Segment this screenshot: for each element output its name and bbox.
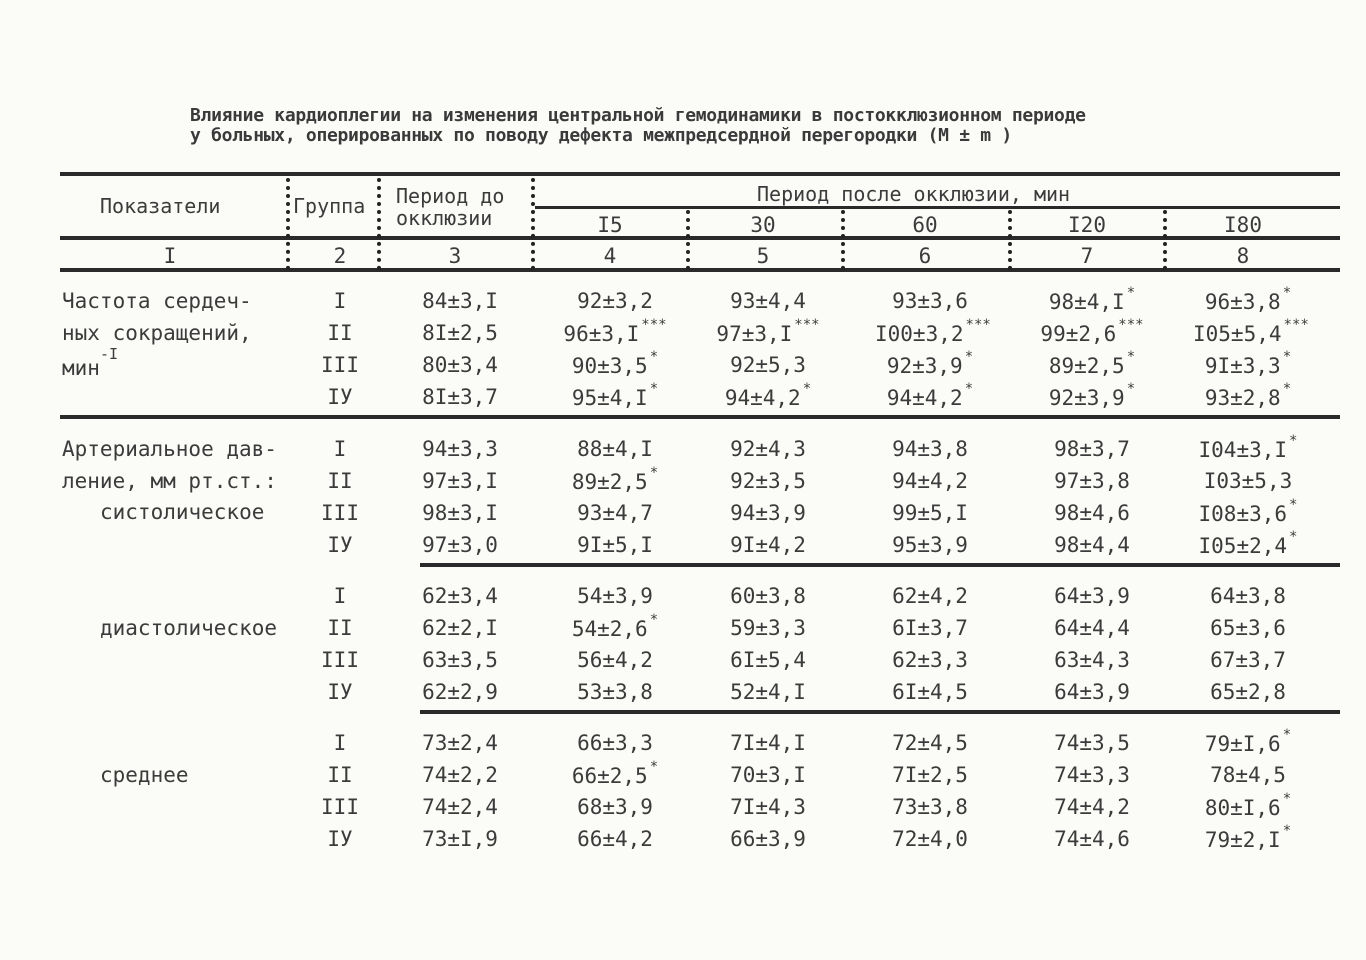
table-cell bbox=[1193, 584, 1303, 608]
table-cell bbox=[1193, 469, 1303, 493]
cell-value: 52±4,I bbox=[730, 680, 806, 704]
significance-mark: * bbox=[1126, 349, 1136, 365]
cell-value: 60±3,8 bbox=[730, 584, 806, 608]
label-diastolic: диастолическое bbox=[100, 616, 278, 640]
group-label: II bbox=[327, 469, 353, 493]
table-cell bbox=[1037, 648, 1147, 672]
header-time-120: I20 bbox=[1068, 213, 1106, 237]
significance-mark: * bbox=[1282, 285, 1292, 301]
table-cell bbox=[713, 353, 823, 377]
table-cell bbox=[1037, 501, 1147, 525]
table-cell bbox=[405, 680, 515, 704]
cell-value: 94±4,2 bbox=[886, 386, 963, 410]
table-cell bbox=[1037, 285, 1147, 314]
cell-value: 6I±5,4 bbox=[730, 648, 806, 672]
cell-value: 98±3,7 bbox=[1054, 437, 1130, 461]
section-rule-3 bbox=[420, 710, 1340, 714]
table-cell bbox=[560, 680, 670, 704]
cell-value: 7I±4,I bbox=[730, 731, 806, 755]
table-cell bbox=[1193, 529, 1303, 558]
significance-mark: * bbox=[1126, 381, 1136, 397]
table-cell bbox=[713, 501, 823, 525]
cell-value: 8I±2,5 bbox=[422, 321, 498, 345]
table-cell bbox=[1037, 680, 1147, 704]
cell-value: 94±4,2 bbox=[892, 469, 968, 493]
table-cell bbox=[560, 612, 670, 641]
label-bp-1: Артериальное дав- bbox=[62, 437, 277, 461]
title-line-2: у больных, оперированных по поводу дефекта межпредсердной перегородки (М ± m ) bbox=[190, 125, 1012, 146]
table-cell bbox=[405, 437, 515, 461]
cell-value: 90±3,5 bbox=[571, 354, 648, 378]
table-cell bbox=[1193, 727, 1303, 756]
cell-value: 62±3,4 bbox=[422, 584, 498, 608]
col-sep-6 bbox=[1008, 210, 1016, 270]
table-cell bbox=[1037, 381, 1147, 410]
table-cell bbox=[713, 648, 823, 672]
cell-value: 89±2,5 bbox=[571, 470, 648, 494]
cell-value: 88±4,I bbox=[577, 437, 653, 461]
group-label: III bbox=[321, 501, 359, 525]
col-numbers-rule bbox=[60, 268, 1340, 272]
table-cell bbox=[405, 353, 515, 377]
cell-value: 95±3,9 bbox=[892, 533, 968, 557]
cell-value: 66±3,3 bbox=[577, 731, 653, 755]
label-heart-rate-2: ных сокращений, bbox=[62, 321, 252, 345]
cell-value: 64±3,8 bbox=[1210, 584, 1286, 608]
table-cell bbox=[875, 469, 985, 493]
table-cell bbox=[1037, 349, 1147, 378]
table-cell bbox=[560, 501, 670, 525]
cell-value: 74±2,4 bbox=[422, 795, 498, 819]
label-heart-rate-unit: мин bbox=[62, 356, 100, 380]
cell-value: 96±3,8 bbox=[1204, 290, 1281, 314]
table-cell bbox=[1037, 533, 1147, 557]
table-cell bbox=[560, 648, 670, 672]
table-cell bbox=[405, 385, 515, 409]
table-cell bbox=[713, 680, 823, 704]
table-cell bbox=[405, 616, 515, 640]
cell-value: 98±4,4 bbox=[1054, 533, 1130, 557]
cell-value: 89±2,5 bbox=[1048, 354, 1125, 378]
table-cell bbox=[713, 533, 823, 557]
header-group: Группа bbox=[293, 194, 366, 218]
table-cell bbox=[1193, 381, 1303, 410]
significance-mark: * bbox=[1126, 285, 1136, 301]
col-number-7: 7 bbox=[1080, 244, 1094, 268]
cell-value: 73±2,4 bbox=[422, 731, 498, 755]
table-cell bbox=[875, 795, 985, 819]
table-cell bbox=[1037, 731, 1147, 755]
group-label: II bbox=[327, 321, 353, 345]
col-sep-3 bbox=[531, 178, 539, 270]
table-cell bbox=[1037, 827, 1147, 851]
group-label: I bbox=[333, 584, 347, 608]
table-cell bbox=[875, 763, 985, 787]
cell-value: 64±4,4 bbox=[1054, 616, 1130, 640]
cell-value: 98±4,I bbox=[1048, 290, 1125, 314]
header-time-30: 30 bbox=[750, 213, 776, 237]
table-cell bbox=[713, 763, 823, 787]
table-cell bbox=[713, 469, 823, 493]
table-cell bbox=[875, 533, 985, 557]
table-cell bbox=[560, 437, 670, 461]
significance-mark: * bbox=[1289, 433, 1298, 449]
cell-value: 79±I,6 bbox=[1204, 732, 1281, 756]
significance-mark: * bbox=[649, 381, 659, 397]
col-number-6: 6 bbox=[918, 244, 932, 268]
cell-value: 68±3,9 bbox=[577, 795, 653, 819]
significance-mark: * bbox=[649, 759, 659, 775]
cell-value: 73±3,8 bbox=[892, 795, 968, 819]
cell-value: 95±4,I bbox=[571, 386, 648, 410]
table-cell bbox=[713, 795, 823, 819]
col-number-2: 2 bbox=[333, 244, 347, 268]
table-cell bbox=[1193, 433, 1303, 462]
cell-value: 94±3,3 bbox=[422, 437, 498, 461]
section-rule-1 bbox=[60, 415, 1340, 419]
col-sep-7 bbox=[1163, 210, 1171, 270]
significance-mark: *** bbox=[1283, 317, 1309, 333]
table-cell bbox=[560, 289, 670, 313]
label-bp-2: ление, мм рт.ст.: bbox=[62, 469, 277, 493]
cell-value: 97±3,I bbox=[716, 322, 793, 346]
cell-value: 66±3,9 bbox=[730, 827, 806, 851]
cell-value: 97±3,0 bbox=[422, 533, 498, 557]
col-sep-4 bbox=[686, 210, 694, 270]
cell-value: 6I±4,5 bbox=[892, 680, 968, 704]
table-cell bbox=[875, 616, 985, 640]
group-label: II bbox=[327, 616, 353, 640]
label-heart-rate-1: Частота сердеч- bbox=[62, 289, 252, 313]
table-cell bbox=[405, 501, 515, 525]
table-cell bbox=[1193, 317, 1309, 346]
table-cell bbox=[405, 648, 515, 672]
significance-mark: * bbox=[649, 465, 659, 481]
table-cell bbox=[560, 465, 670, 494]
title-line-1: Влияние кардиоплегии на изменения центральной гемодинамики в постокклюзионном периоде bbox=[190, 105, 1086, 126]
cell-value: 72±4,5 bbox=[892, 731, 968, 755]
group-label: IУ bbox=[327, 385, 353, 409]
significance-mark: * bbox=[1282, 727, 1292, 743]
cell-value: 62±3,3 bbox=[892, 648, 968, 672]
significance-mark: *** bbox=[1118, 317, 1144, 333]
group-label: I bbox=[333, 731, 347, 755]
group-label: I bbox=[333, 289, 347, 313]
col-number-5: 5 bbox=[756, 244, 770, 268]
label-heart-rate-3 bbox=[62, 345, 118, 380]
group-label: III bbox=[321, 795, 359, 819]
header-time-180: I80 bbox=[1224, 213, 1262, 237]
cell-value: 92±3,5 bbox=[730, 469, 806, 493]
cell-value: 96±3,I bbox=[563, 322, 640, 346]
cell-value: 80±3,4 bbox=[422, 353, 498, 377]
table-cell bbox=[405, 584, 515, 608]
section-rule-2 bbox=[420, 563, 1340, 567]
significance-mark: * bbox=[649, 612, 659, 628]
table-cell bbox=[1037, 437, 1147, 461]
table-cell bbox=[1037, 763, 1147, 787]
table-cell bbox=[875, 317, 991, 346]
header-time-60: 60 bbox=[912, 213, 938, 237]
col-number-1: I bbox=[163, 244, 177, 268]
header-time-15: I5 bbox=[597, 213, 623, 237]
group-label: IУ bbox=[327, 533, 353, 557]
cell-value: 70±3,I bbox=[730, 763, 806, 787]
cell-value: 62±4,2 bbox=[892, 584, 968, 608]
col-number-4: 4 bbox=[603, 244, 617, 268]
cell-value: I00±3,2 bbox=[875, 322, 964, 346]
cell-value: 66±2,5 bbox=[571, 764, 648, 788]
after-period-rule bbox=[535, 206, 1340, 209]
cell-value: 62±2,9 bbox=[422, 680, 498, 704]
significance-mark: * bbox=[1282, 823, 1292, 839]
significance-mark: * bbox=[1289, 497, 1298, 513]
table-cell bbox=[560, 759, 670, 788]
cell-value: 98±4,6 bbox=[1054, 501, 1130, 525]
table-cell bbox=[560, 317, 670, 346]
cell-value: 92±3,2 bbox=[577, 289, 653, 313]
cell-value: I05±2,4 bbox=[1198, 534, 1288, 558]
cell-value: I05±5,4 bbox=[1193, 322, 1282, 346]
cell-value: 93±3,6 bbox=[892, 289, 968, 313]
top-rule bbox=[60, 172, 1340, 176]
significance-mark: *** bbox=[794, 317, 820, 333]
table-cell bbox=[1193, 648, 1303, 672]
cell-value: 78±4,5 bbox=[1210, 763, 1286, 787]
cell-value: 8I±3,7 bbox=[422, 385, 498, 409]
table-cell bbox=[875, 584, 985, 608]
cell-value: 79±2,I bbox=[1204, 828, 1281, 852]
significance-mark: * bbox=[649, 349, 659, 365]
table-cell bbox=[1193, 791, 1303, 820]
cell-value: 97±3,I bbox=[422, 469, 498, 493]
cell-value: 93±4,4 bbox=[730, 289, 806, 313]
table-cell bbox=[405, 731, 515, 755]
cell-value: 65±2,8 bbox=[1210, 680, 1286, 704]
table-cell bbox=[713, 381, 823, 410]
table-cell bbox=[560, 731, 670, 755]
group-label: IУ bbox=[327, 827, 353, 851]
cell-value: 74±4,6 bbox=[1054, 827, 1130, 851]
cell-value: 92±4,3 bbox=[730, 437, 806, 461]
table-cell bbox=[1037, 584, 1147, 608]
group-label: IУ bbox=[327, 680, 353, 704]
significance-mark: * bbox=[1289, 529, 1298, 545]
table-cell bbox=[405, 827, 515, 851]
cell-value: 99±5,I bbox=[892, 501, 968, 525]
table-cell bbox=[875, 349, 985, 378]
table-cell bbox=[405, 795, 515, 819]
table-cell bbox=[1193, 763, 1303, 787]
table-cell bbox=[1037, 616, 1147, 640]
table-cell bbox=[875, 680, 985, 704]
table-cell bbox=[405, 469, 515, 493]
table-cell bbox=[875, 501, 985, 525]
cell-value: 97±3,8 bbox=[1054, 469, 1130, 493]
significance-mark: * bbox=[1282, 381, 1292, 397]
cell-value: I03±5,3 bbox=[1203, 469, 1293, 493]
table-cell bbox=[1193, 823, 1303, 852]
table-cell bbox=[1037, 469, 1147, 493]
table-cell bbox=[560, 533, 670, 557]
cell-value: 72±4,0 bbox=[892, 827, 968, 851]
significance-mark: *** bbox=[965, 317, 991, 333]
header-before-2: окклюзии bbox=[396, 206, 493, 230]
table-cell bbox=[713, 289, 823, 313]
col-number-3: 3 bbox=[448, 244, 462, 268]
table-cell bbox=[560, 349, 670, 378]
cell-value: 63±4,3 bbox=[1054, 648, 1130, 672]
cell-value: 73±I,9 bbox=[422, 827, 498, 851]
label-mean: среднее bbox=[100, 763, 189, 787]
cell-value: 99±2,6 bbox=[1040, 322, 1117, 346]
header-indicators: Показатели bbox=[100, 194, 221, 218]
header-bottom-rule bbox=[60, 236, 1340, 240]
cell-value: I08±3,6 bbox=[1198, 502, 1288, 526]
cell-value: 98±3,I bbox=[422, 501, 498, 525]
cell-value: 92±3,9 bbox=[886, 354, 963, 378]
table-cell bbox=[713, 437, 823, 461]
cell-value: 54±3,9 bbox=[577, 584, 653, 608]
cell-value: 9I±3,3 bbox=[1204, 354, 1281, 378]
table-cell bbox=[875, 289, 985, 313]
table-cell bbox=[560, 381, 670, 410]
table-cell bbox=[713, 616, 823, 640]
cell-value: 64±3,9 bbox=[1054, 584, 1130, 608]
cell-value: 9I±4,2 bbox=[730, 533, 806, 557]
cell-value: 66±4,2 bbox=[577, 827, 653, 851]
table-cell bbox=[713, 584, 823, 608]
significance-mark: * bbox=[1282, 349, 1292, 365]
cell-value: 9I±5,I bbox=[577, 533, 653, 557]
table-cell bbox=[713, 731, 823, 755]
cell-value: 74±2,2 bbox=[422, 763, 498, 787]
cell-value: 94±3,8 bbox=[892, 437, 968, 461]
table-cell bbox=[405, 533, 515, 557]
table-cell bbox=[875, 648, 985, 672]
cell-value: 64±3,9 bbox=[1054, 680, 1130, 704]
cell-value: 7I±4,3 bbox=[730, 795, 806, 819]
cell-value: 92±5,3 bbox=[730, 353, 806, 377]
significance-mark: * bbox=[964, 381, 974, 397]
table-cell bbox=[713, 317, 823, 346]
cell-value: 62±2,I bbox=[422, 616, 498, 640]
significance-mark: * bbox=[1282, 791, 1292, 807]
group-label: II bbox=[327, 763, 353, 787]
header-after: Период после окклюзии, мин bbox=[757, 182, 1071, 206]
cell-value: 54±2,6 bbox=[571, 617, 648, 641]
table-cell bbox=[1193, 680, 1303, 704]
table-cell bbox=[560, 795, 670, 819]
table-cell bbox=[1037, 317, 1147, 346]
table-cell bbox=[560, 584, 670, 608]
cell-value: 7I±2,5 bbox=[892, 763, 968, 787]
cell-value: 74±3,3 bbox=[1054, 763, 1130, 787]
cell-value: 94±4,2 bbox=[724, 386, 801, 410]
cell-value: 59±3,3 bbox=[730, 616, 806, 640]
label-systolic: систолическое bbox=[100, 500, 265, 524]
table-cell bbox=[1037, 795, 1147, 819]
col-sep-5 bbox=[841, 210, 849, 270]
group-label: I bbox=[333, 437, 347, 461]
cell-value: 6I±3,7 bbox=[892, 616, 968, 640]
cell-value: 63±3,5 bbox=[422, 648, 498, 672]
group-label: III bbox=[321, 353, 359, 377]
cell-value: 93±4,7 bbox=[577, 501, 653, 525]
cell-value: 67±3,7 bbox=[1210, 648, 1286, 672]
cell-value: 93±2,8 bbox=[1204, 386, 1281, 410]
cell-value: 94±3,9 bbox=[730, 501, 806, 525]
label-heart-rate-exp: -I bbox=[99, 345, 118, 363]
header-before-1: Период до bbox=[396, 184, 505, 208]
cell-value: 92±3,9 bbox=[1048, 386, 1125, 410]
table-cell bbox=[405, 763, 515, 787]
cell-value: 74±4,2 bbox=[1054, 795, 1130, 819]
cell-value: 65±3,6 bbox=[1210, 616, 1286, 640]
cell-value: 74±3,5 bbox=[1054, 731, 1130, 755]
table-cell bbox=[405, 289, 515, 313]
significance-mark: *** bbox=[641, 317, 667, 333]
table-cell bbox=[875, 437, 985, 461]
table-cell bbox=[1193, 497, 1303, 526]
table-cell bbox=[1193, 285, 1303, 314]
table-cell bbox=[1193, 616, 1303, 640]
significance-mark: * bbox=[964, 349, 974, 365]
table-title bbox=[190, 106, 1300, 146]
table-cell bbox=[1193, 349, 1303, 378]
cell-value: 80±I,6 bbox=[1204, 796, 1281, 820]
table-cell bbox=[560, 827, 670, 851]
table-cell bbox=[713, 827, 823, 851]
group-label: III bbox=[321, 648, 359, 672]
cell-value: 56±4,2 bbox=[577, 648, 653, 672]
table-cell bbox=[405, 321, 515, 345]
significance-mark: * bbox=[802, 381, 812, 397]
cell-value: I04±3,I bbox=[1198, 438, 1288, 462]
cell-value: 53±3,8 bbox=[577, 680, 653, 704]
table-cell bbox=[875, 731, 985, 755]
col-number-8: 8 bbox=[1236, 244, 1250, 268]
cell-value: 84±3,I bbox=[422, 289, 498, 313]
table-cell bbox=[875, 827, 985, 851]
table-cell bbox=[875, 381, 985, 410]
